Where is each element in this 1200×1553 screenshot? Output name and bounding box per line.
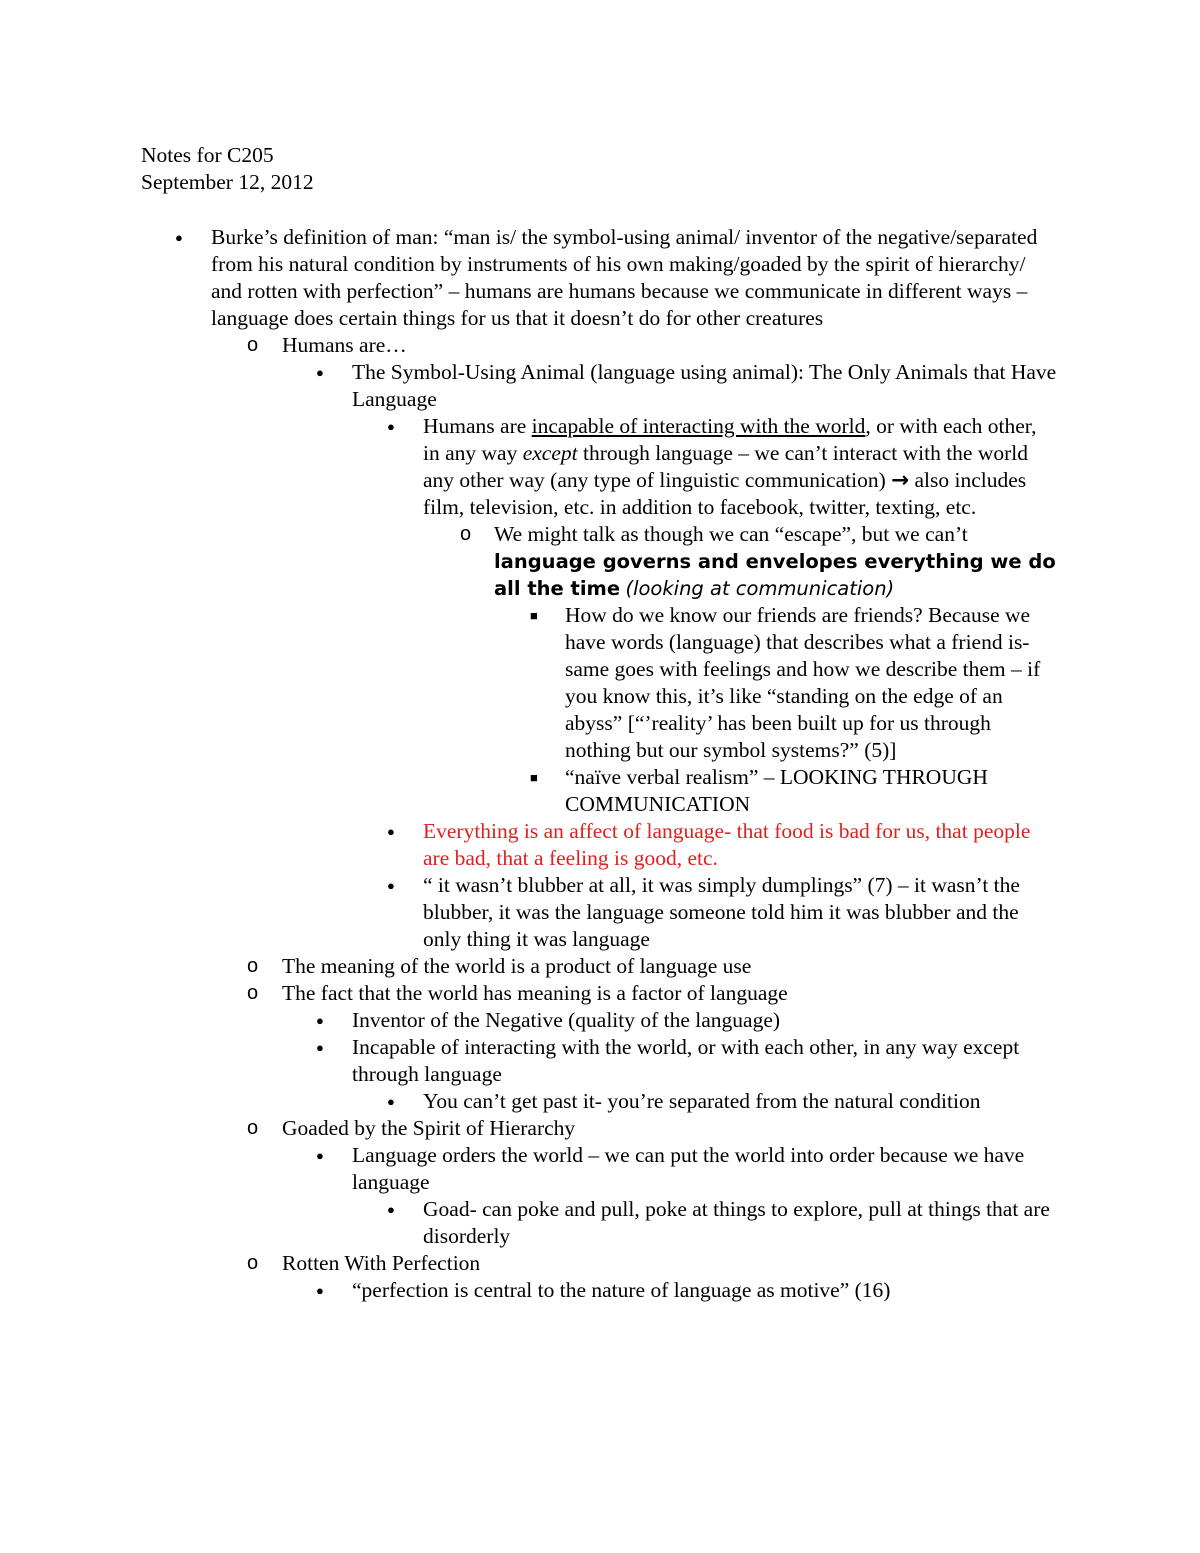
list-item	[0, 1277, 1200, 1304]
list-item	[0, 521, 1200, 602]
list-item	[0, 602, 1200, 764]
orders-world-text: Language orders the world – we can put the world into order because we have language	[352, 1143, 1025, 1194]
incapable-tail: also includes film, television, etc. in addition to facebook, twitter, texting, etc.	[423, 468, 1027, 519]
meaning-factor-text: The fact that the world has meaning is a factor of language	[282, 981, 788, 1005]
list-item	[0, 224, 1200, 332]
list-item	[0, 980, 1200, 1007]
bullet-circle-icon: o	[247, 1117, 259, 1139]
bullet-disc-icon: ●	[387, 824, 395, 839]
burke-definition-text: Burke’s definition of man: “man is/ the symbol-using animal/ inventor of the negative/separated from his natural condition by instruments of his own making/goaded by the spirit of hierarchy/ and rotten with perfection” – humans are humans because we communicate in different ways – language does certain things for us that it doesn’t do for other creatures	[211, 225, 1038, 330]
list-item	[0, 1007, 1200, 1034]
bullet-circle-icon: o	[247, 1252, 259, 1274]
bullet-circle-icon: o	[460, 523, 472, 545]
incapable-mid: , or with each other, in any way	[423, 414, 1037, 465]
cant-get-past-text: You can’t get past it- you’re separated from the natural condition	[423, 1089, 981, 1113]
list-item	[0, 1196, 1200, 1250]
list-item	[0, 1034, 1200, 1088]
incapable-italic: except	[522, 441, 578, 465]
escape-text	[494, 521, 1058, 602]
list-item	[0, 1250, 1200, 1277]
bullet-square-icon: ■	[530, 770, 538, 785]
bullet-disc-icon: ●	[387, 419, 395, 434]
incapable-pre: Humans are	[423, 414, 532, 438]
bullet-disc-icon: ●	[387, 1202, 395, 1217]
incapable-second-text: Incapable of interacting with the world, or with each other, in any way except through language	[352, 1035, 1020, 1086]
naive-realism-text: “naïve verbal realism” – LOOKING THROUGH COMMUNICATION	[565, 765, 988, 816]
bullet-disc-icon: ●	[387, 1094, 395, 1109]
incapable-interacting-text	[423, 413, 1058, 521]
bullet-disc-icon: ●	[316, 1013, 324, 1028]
rotten-text: Rotten With Perfection	[282, 1251, 481, 1275]
incapable-underlined: incapable of interacting with the world	[531, 414, 866, 438]
meaning-product-text: The meaning of the world is a product of language use	[282, 954, 752, 978]
list-item	[0, 413, 1200, 521]
friends-text: How do we know our friends are friends? Because we have words (language) that describes what a friend is- same goes with feelings and how we describe them – if you know this, it’s like “standing on the edge of an abyss” [“’reality’ has been built up for us through nothing but our symbol systems?” (5)]	[565, 603, 1041, 762]
list-item	[0, 872, 1200, 953]
inventor-negative-text: Inventor of the Negative (quality of the language)	[352, 1008, 781, 1032]
list-item	[0, 1115, 1200, 1142]
perfection-quote-text: “perfection is central to the nature of language as motive” (16)	[352, 1278, 891, 1302]
right-arrow-icon: →	[891, 468, 910, 493]
bullet-disc-icon: ●	[316, 1283, 324, 1298]
document-title: Notes for C205	[141, 143, 274, 167]
bullet-square-icon: ■	[530, 608, 538, 623]
bullet-circle-icon: o	[247, 955, 259, 977]
bullet-disc-icon: ●	[316, 1148, 324, 1163]
goaded-text: Goaded by the Spirit of Hierarchy	[282, 1116, 576, 1140]
document-header	[141, 142, 314, 196]
goad-text: Goad- can poke and pull, poke at things to explore, pull at things that are disorderly	[423, 1197, 1050, 1248]
document-date: September 12, 2012	[141, 170, 314, 194]
affect-of-language-text: Everything is an affect of language- that food is bad for us, that people are bad, that a feeling is good, etc.	[423, 819, 1031, 870]
incapable-post: through language – we can’t interact with the world any other way (any type of linguistic communication)	[423, 441, 1028, 492]
list-item	[0, 818, 1200, 872]
list-item	[0, 332, 1200, 359]
escape-pre: We might talk as though we can “escape”, but we can’t	[494, 522, 968, 546]
list-item	[0, 953, 1200, 980]
list-item	[0, 764, 1200, 818]
escape-bold: language governs and envelopes everything we do all the time	[494, 550, 1056, 600]
blubber-text: “ it wasn’t blubber at all, it was simply dumplings” (7) – it wasn’t the blubber, it was the language someone told him it was blubber and the only thing it was language	[423, 873, 1020, 951]
bullet-disc-icon: ●	[316, 365, 324, 380]
escape-italic: (looking at communication)	[625, 577, 895, 600]
list-item	[0, 1088, 1200, 1115]
symbol-using-animal-text: The Symbol-Using Animal (language using animal): The Only Animals that Have Language	[352, 360, 1057, 411]
list-item	[0, 359, 1200, 413]
bullet-disc-icon: ●	[316, 1040, 324, 1055]
bullet-circle-icon: o	[247, 334, 259, 356]
bullet-circle-icon: o	[247, 982, 259, 1004]
bullet-disc-icon: ●	[175, 230, 183, 245]
list-item	[0, 1142, 1200, 1196]
bullet-disc-icon: ●	[387, 878, 395, 893]
notes-outline	[0, 224, 1200, 1304]
humans-are-text: Humans are…	[282, 333, 407, 357]
